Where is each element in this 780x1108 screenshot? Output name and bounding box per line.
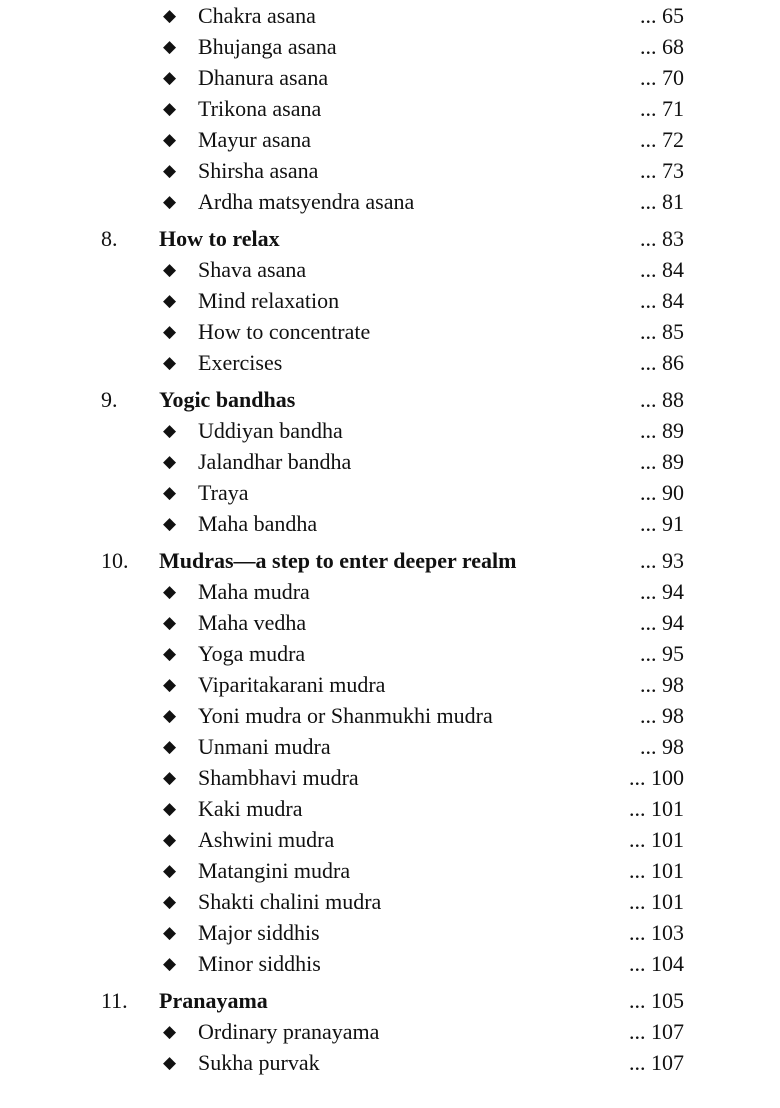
page-number: ... 85	[640, 319, 684, 344]
item-title: Maha mudra	[198, 579, 310, 604]
diamond-bullet-icon: ◆	[163, 452, 177, 471]
page-number: ... 98	[640, 703, 684, 728]
diamond-bullet-icon: ◆	[163, 37, 177, 56]
chapter-number: 10.	[101, 548, 129, 573]
toc-chapter-row	[0, 985, 780, 1016]
item-title: Shava asana	[198, 257, 307, 282]
page-number: ... 104	[629, 951, 684, 976]
item-title: Ordinary pranayama	[198, 1019, 380, 1044]
item-title: Mind relaxation	[198, 288, 340, 313]
page-number: ... 94	[640, 579, 684, 604]
item-title: Traya	[198, 480, 249, 505]
page-number: ... 101	[629, 796, 684, 821]
item-title: Shakti chalini mudra	[198, 889, 382, 914]
page-number: ... 98	[640, 672, 684, 697]
toc-item-row	[0, 638, 780, 669]
toc-item-row	[0, 93, 780, 124]
diamond-bullet-icon: ◆	[163, 768, 177, 787]
toc-item-row	[0, 285, 780, 316]
page-number: ... 101	[629, 889, 684, 914]
page-number: ... 70	[640, 65, 684, 90]
diamond-bullet-icon: ◆	[163, 737, 177, 756]
item-title: Shambhavi mudra	[198, 765, 359, 790]
toc-item-row	[0, 1016, 780, 1047]
toc-chapter-row	[0, 384, 780, 415]
toc-item-row	[0, 155, 780, 186]
item-title: Yoga mudra	[198, 641, 306, 666]
item-title: Exercises	[198, 350, 283, 375]
toc-item-row	[0, 31, 780, 62]
chapter-number: 11.	[101, 988, 128, 1013]
toc-item-row	[0, 446, 780, 477]
toc-item-row	[0, 855, 780, 886]
toc-item-row	[0, 762, 780, 793]
item-title: Matangini mudra	[198, 858, 351, 883]
diamond-bullet-icon: ◆	[163, 291, 177, 310]
diamond-bullet-icon: ◆	[163, 130, 177, 149]
toc-item-row	[0, 62, 780, 93]
item-title: Dhanura asana	[198, 65, 329, 90]
toc-chapter-row	[0, 223, 780, 254]
item-title: Viparitakarani mudra	[198, 672, 386, 697]
chapter-number: 8.	[101, 226, 118, 251]
page-number: ... 68	[640, 34, 684, 59]
item-title: Unmani mudra	[198, 734, 331, 759]
diamond-bullet-icon: ◆	[163, 830, 177, 849]
toc-item-row	[0, 824, 780, 855]
toc-item-row	[0, 731, 780, 762]
page-number: ... 93	[640, 548, 684, 573]
diamond-bullet-icon: ◆	[163, 613, 177, 632]
toc-item-row	[0, 917, 780, 948]
page-number: ... 81	[640, 189, 684, 214]
page-number: ... 94	[640, 610, 684, 635]
toc-item-row	[0, 793, 780, 824]
item-title: Uddiyan bandha	[198, 418, 343, 443]
toc-item-row	[0, 254, 780, 285]
page-number: ... 89	[640, 449, 684, 474]
item-title: Sukha purvak	[198, 1050, 320, 1075]
diamond-bullet-icon: ◆	[163, 582, 177, 601]
toc-item-row	[0, 669, 780, 700]
toc-item-row	[0, 948, 780, 979]
page-number: ... 105	[629, 988, 684, 1013]
item-title: Chakra asana	[198, 3, 316, 28]
toc-item-row	[0, 700, 780, 731]
chapter-title: How to relax	[159, 226, 280, 251]
page-number: ... 100	[629, 765, 684, 790]
page-number: ... 103	[629, 920, 684, 945]
diamond-bullet-icon: ◆	[163, 1022, 177, 1041]
diamond-bullet-icon: ◆	[163, 706, 177, 725]
diamond-bullet-icon: ◆	[163, 514, 177, 533]
page-number: ... 89	[640, 418, 684, 443]
page-number: ... 101	[629, 827, 684, 852]
item-title: Bhujanga asana	[198, 34, 337, 59]
diamond-bullet-icon: ◆	[163, 892, 177, 911]
diamond-bullet-icon: ◆	[163, 923, 177, 942]
toc-item-row	[0, 347, 780, 378]
page-number: ... 73	[640, 158, 684, 183]
diamond-bullet-icon: ◆	[163, 192, 177, 211]
page-number: ... 95	[640, 641, 684, 666]
page-number: ... 83	[640, 226, 684, 251]
toc-item-row	[0, 124, 780, 155]
item-title: Jalandhar bandha	[198, 449, 352, 474]
toc-item-row	[0, 607, 780, 638]
toc-item-row	[0, 508, 780, 539]
item-title: Yoni mudra or Shanmukhi mudra	[198, 703, 493, 728]
item-title: Trikona asana	[198, 96, 322, 121]
diamond-bullet-icon: ◆	[163, 6, 177, 25]
item-title: Maha bandha	[198, 511, 318, 536]
item-title: Shirsha asana	[198, 158, 319, 183]
toc-item-row	[0, 415, 780, 446]
page-number: ... 90	[640, 480, 684, 505]
toc-item-row	[0, 316, 780, 347]
page-number: ... 72	[640, 127, 684, 152]
diamond-bullet-icon: ◆	[163, 68, 177, 87]
diamond-bullet-icon: ◆	[163, 644, 177, 663]
toc-item-row	[0, 0, 780, 31]
item-title: Ardha matsyendra asana	[198, 189, 415, 214]
diamond-bullet-icon: ◆	[163, 161, 177, 180]
diamond-bullet-icon: ◆	[163, 954, 177, 973]
diamond-bullet-icon: ◆	[163, 353, 177, 372]
chapter-title: Yogic bandhas	[159, 387, 296, 412]
diamond-bullet-icon: ◆	[163, 861, 177, 880]
diamond-bullet-icon: ◆	[163, 483, 177, 502]
diamond-bullet-icon: ◆	[163, 260, 177, 279]
toc-item-row	[0, 477, 780, 508]
diamond-bullet-icon: ◆	[163, 99, 177, 118]
toc-chapter-row	[0, 545, 780, 576]
page-number: ... 91	[640, 511, 684, 536]
page-number: ... 107	[629, 1019, 684, 1044]
diamond-bullet-icon: ◆	[163, 799, 177, 818]
diamond-bullet-icon: ◆	[163, 421, 177, 440]
item-title: Minor siddhis	[198, 951, 321, 976]
page-number: ... 84	[640, 288, 684, 313]
toc-item-row	[0, 576, 780, 607]
item-title: Kaki mudra	[198, 796, 303, 821]
item-title: How to concentrate	[198, 319, 371, 344]
diamond-bullet-icon: ◆	[163, 1053, 177, 1072]
item-title: Maha vedha	[198, 610, 307, 635]
chapter-number: 9.	[101, 387, 118, 412]
item-title: Ashwini mudra	[198, 827, 335, 852]
diamond-bullet-icon: ◆	[163, 675, 177, 694]
toc-item-row	[0, 886, 780, 917]
page-number: ... 84	[640, 257, 684, 282]
item-title: Major siddhis	[198, 920, 320, 945]
chapter-title: Pranayama	[159, 988, 268, 1013]
page-number: ... 88	[640, 387, 684, 412]
page-number: ... 86	[640, 350, 684, 375]
item-title: Mayur asana	[198, 127, 312, 152]
page-number: ... 101	[629, 858, 684, 883]
page-number: ... 107	[629, 1050, 684, 1075]
page-number: ... 98	[640, 734, 684, 759]
toc-item-row	[0, 186, 780, 217]
diamond-bullet-icon: ◆	[163, 322, 177, 341]
toc-item-row	[0, 1047, 780, 1078]
page-number: ... 71	[640, 96, 684, 121]
chapter-title: Mudras—a step to enter deeper realm	[159, 548, 517, 573]
page-number: ... 65	[640, 3, 684, 28]
